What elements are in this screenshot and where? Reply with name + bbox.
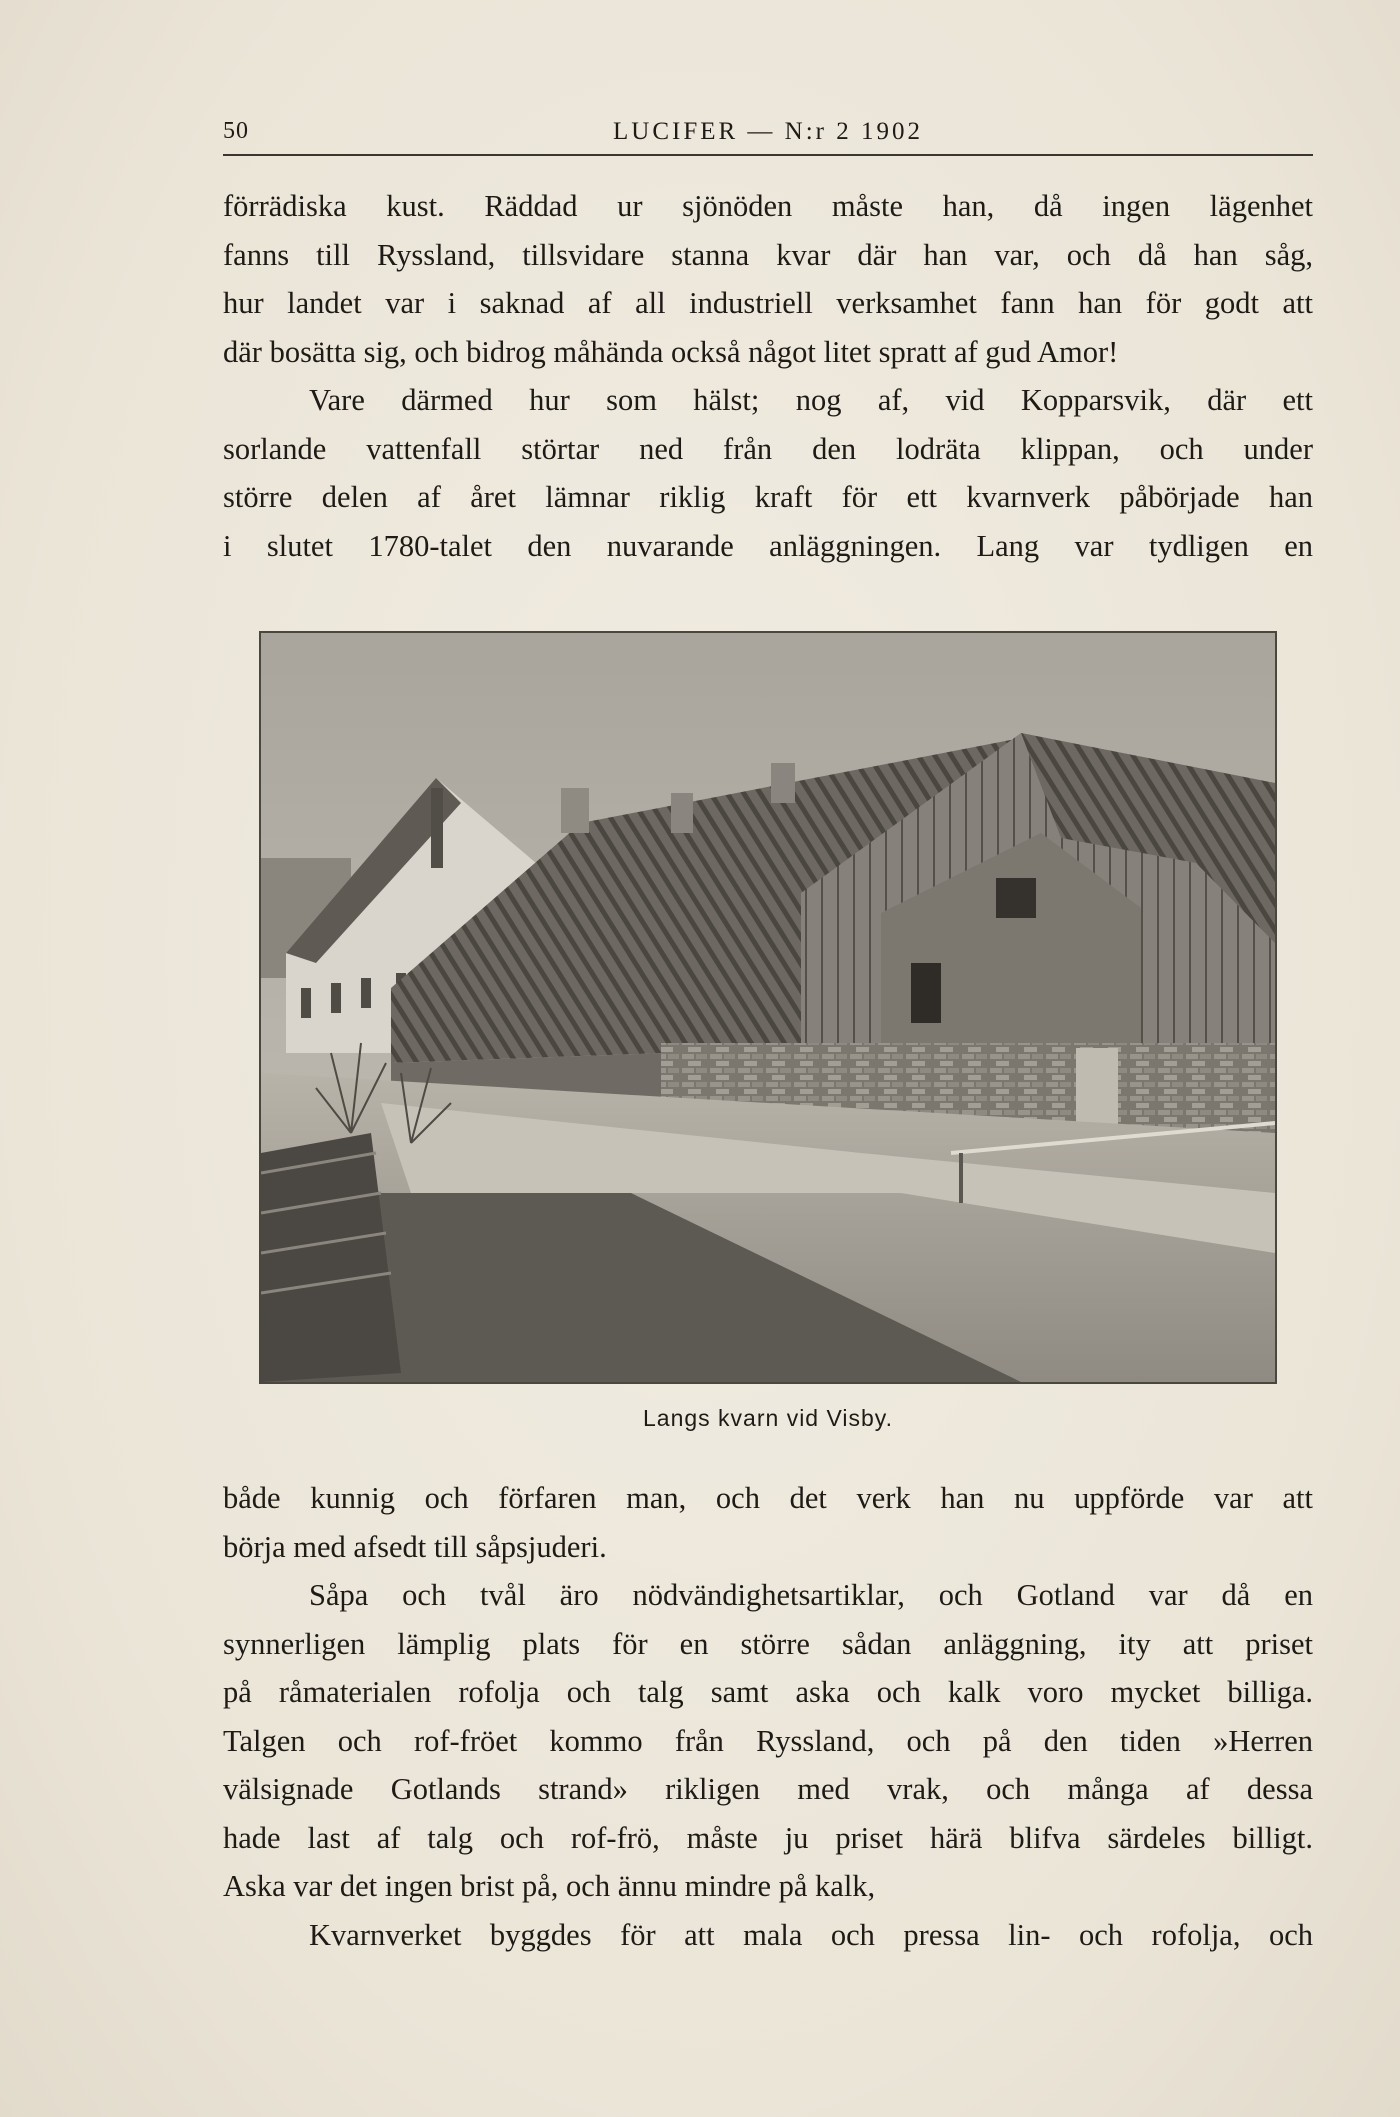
mill-photograph-image [261,633,1275,1382]
text-line: större delen af året lämnar riklig kraft för ett kvarnverk påbörjade han [223,480,1313,514]
running-head: LUCIFER — N:r 2 1902 [613,118,923,145]
text-line: sorlande vattenfall störtar ned från den lodräta klippan, och under [223,431,1313,466]
text-line: Talgen och rof-fröet kommo från Ryssland, och på den tiden »Herren [223,1723,1313,1758]
text-line: Aska var det ingen brist på, och ännu mindre på kalk, [223,1869,876,1903]
text-line: synnerligen lämplig plats för en större sådan anläggning, ity att priset [223,1626,1313,1661]
text-line: Såpa och tvål äro nödvändighetsartiklar, och Gotland var då en [309,1578,1313,1612]
text-line: i slutet 1780-talet den nuvarande anläggningen. Lang var tydligen en [223,528,1313,563]
text-line: förrädiska kust. Räddad ur sjönöden måste han, då ingen lägenhet [223,189,1313,223]
text-block-top [223,182,1313,570]
text-line: fanns till Ryssland, tillsvidare stanna kvar där han var, och då han såg, [223,237,1313,272]
page-header [223,118,1313,156]
text-line: hur landet var i saknad af all industriell verksamhet fann han för godt att [223,286,1313,320]
text-block-bottom [223,1474,1313,1959]
text-line: både kunnig och förfaren man, och det verk han nu uppförde var att [223,1481,1313,1515]
mill-photograph [259,631,1277,1384]
text-line: på råmaterialen rofolja och talg samt aska och kalk voro mycket billiga. [223,1675,1313,1709]
text-line: där bosätta sig, och bidrog måhända också något litet spratt af gud Amor! [223,334,1119,369]
text-line: Kvarnverket byggdes för att mala och pressa lin- och rofolja, och [309,1917,1313,1952]
page-number: 50 [223,118,249,144]
text-line: välsignade Gotlands strand» rikligen med vrak, och många af dessa [223,1772,1313,1806]
text-line: Vare därmed hur som hälst; nog af, vid Kopparsvik, där ett [309,383,1313,417]
text-line: hade last af talg och rof-frö, måste ju priset härä blifva särdeles billigt. [223,1820,1313,1855]
text-line: börja med afsedt till såpsjuderi. [223,1529,607,1564]
figure-caption: Langs kvarn vid Visby. [643,1405,893,1431]
